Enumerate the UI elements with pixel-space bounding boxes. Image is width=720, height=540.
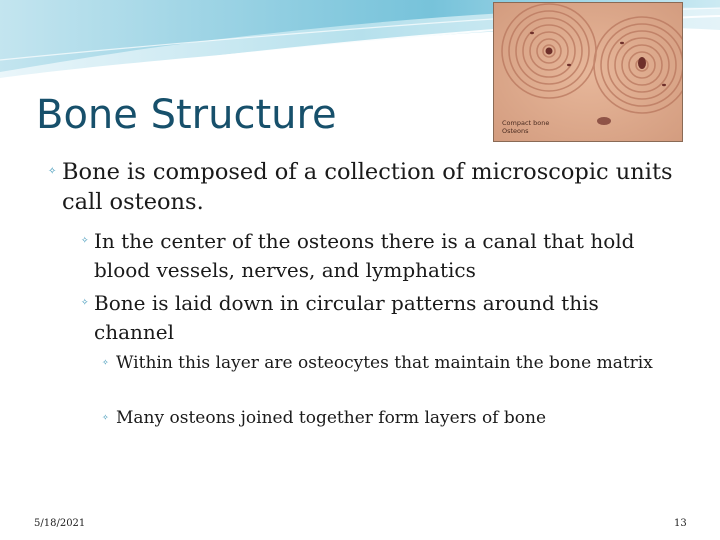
bullet-level2: [81, 227, 674, 285]
bullet-level3: [102, 407, 676, 429]
micrograph-caption: Compact bone Osteons: [502, 119, 550, 135]
bullet-level3: [102, 352, 676, 374]
bullet-text: Within this layer are osteocytes that maintain the bone matrix: [116, 353, 653, 373]
bullet-marker-icon: ✧: [81, 236, 89, 246]
bullet-level2: [81, 289, 674, 347]
bullet-marker-icon: ✧: [102, 413, 109, 422]
bullet-text: Bone is laid down in circular patterns around this channel: [94, 291, 599, 344]
footer-date: 5/18/2021: [34, 518, 86, 529]
bullet-marker-icon: ✧: [102, 358, 109, 367]
page-number: 13: [674, 518, 687, 529]
bullet-level1: [48, 157, 702, 217]
bullet-text: Bone is composed of a collection of microscopic units call osteons.: [62, 159, 673, 215]
bullet-marker-icon: ✧: [81, 298, 89, 308]
bullet-marker-icon: ✧: [48, 166, 57, 177]
bullet-text: Many osteons joined together form layers of bone: [116, 408, 547, 428]
slide-title: Bone Structure: [36, 92, 337, 138]
osteon-micrograph: [493, 2, 683, 142]
bullet-text: In the center of the osteons there is a canal that hold blood vessels, nerves, and lymphatics: [94, 229, 635, 282]
